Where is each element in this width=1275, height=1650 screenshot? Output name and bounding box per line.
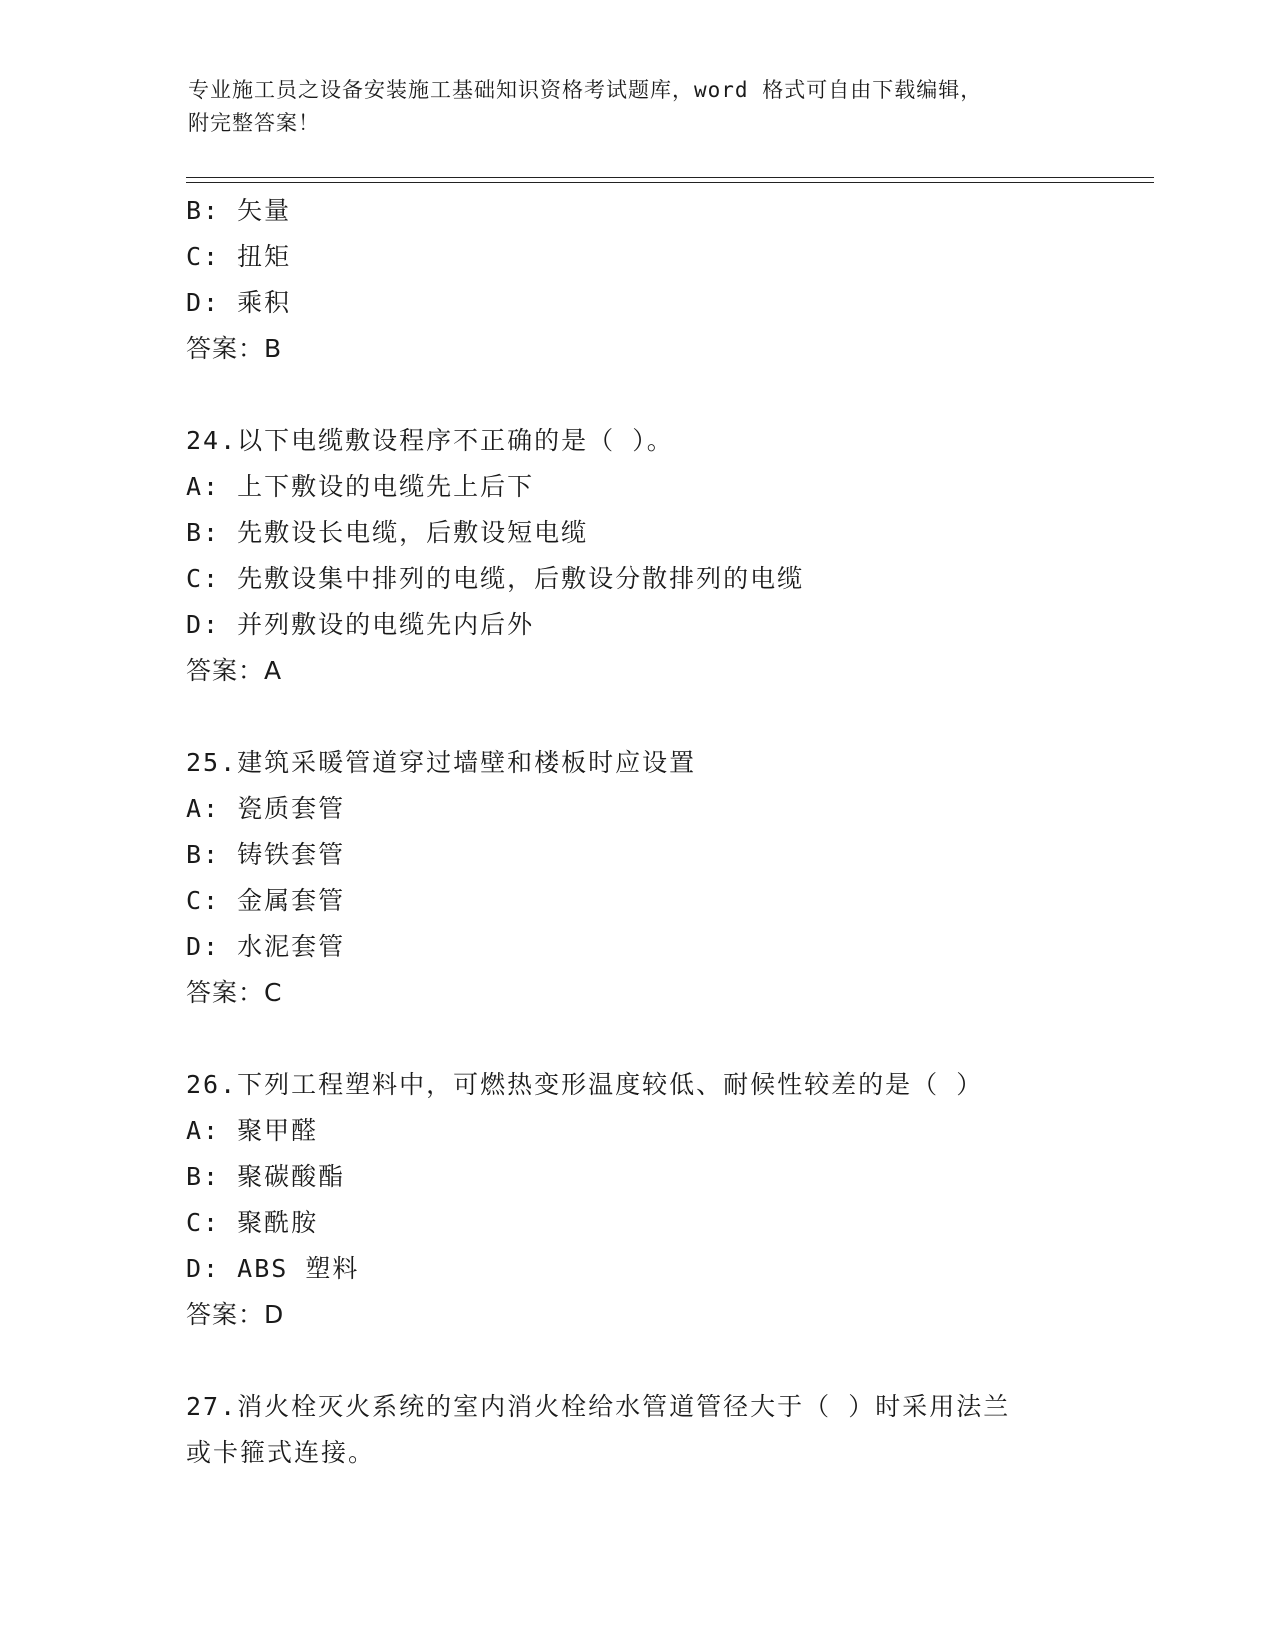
header-divider-top xyxy=(186,177,1154,178)
question-27 xyxy=(186,1384,1086,1476)
option-d: D: 水泥套管 xyxy=(186,932,346,961)
option-b: B: 铸铁套管 xyxy=(186,840,346,869)
option-b: B: 矢量 xyxy=(186,196,292,225)
question-26 xyxy=(186,1062,1086,1338)
option-c: C: 扭矩 xyxy=(186,242,292,271)
option-b: B: 先敷设长电缆，后敷设短电缆 xyxy=(186,518,589,547)
question-25 xyxy=(186,740,1086,1016)
header-divider-bottom xyxy=(186,182,1154,183)
question-title: 25.建筑采暖管道穿过墙壁和楼板时应设置 xyxy=(186,748,697,777)
question-title: 26.下列工程塑料中，可燃热变形温度较低、耐候性较差的是（ ） xyxy=(186,1070,984,1099)
answer: 答案：D xyxy=(186,1300,285,1329)
option-c: C: 聚酰胺 xyxy=(186,1208,319,1237)
answer: 答案：A xyxy=(186,656,283,685)
header-line-2: 附完整答案！ xyxy=(188,111,320,135)
option-a: A: 上下敷设的电缆先上后下 xyxy=(186,472,535,501)
question-23-tail xyxy=(186,188,1086,372)
option-d: D: 并列敷设的电缆先内后外 xyxy=(186,610,535,639)
question-list xyxy=(186,188,1086,1476)
question-24 xyxy=(186,418,1086,694)
document-header xyxy=(188,74,1068,140)
option-d: D: 乘积 xyxy=(186,288,292,317)
option-c: C: 先敷设集中排列的电缆，后敷设分散排列的电缆 xyxy=(186,564,805,593)
question-title-line-1: 27.消火栓灭火系统的室内消火栓给水管道管径大于（ ）时采用法兰 xyxy=(186,1392,1011,1421)
option-b: B: 聚碳酸酯 xyxy=(186,1162,346,1191)
option-c: C: 金属套管 xyxy=(186,886,346,915)
answer: 答案：C xyxy=(186,978,283,1007)
option-a: A: 聚甲醛 xyxy=(186,1116,319,1145)
answer: 答案：B xyxy=(186,334,283,363)
option-d: D: ABS 塑料 xyxy=(186,1254,360,1283)
option-a: A: 瓷质套管 xyxy=(186,794,346,823)
question-title: 24.以下电缆敷设程序不正确的是（ ）。 xyxy=(186,426,674,455)
question-title-line-2: 或卡箍式连接。 xyxy=(186,1438,376,1467)
header-line-1: 专业施工员之设备安装施工基础知识资格考试题库，word 格式可自由下载编辑， xyxy=(188,78,983,102)
